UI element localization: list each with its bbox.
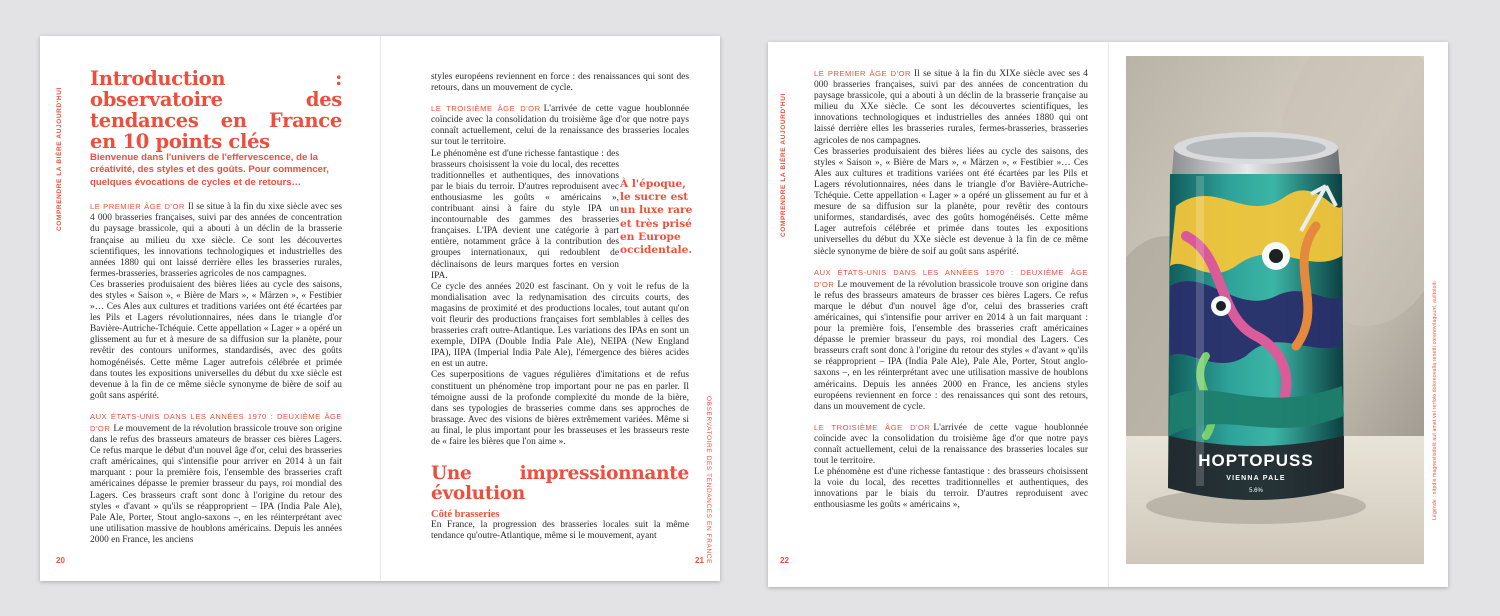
can-brand: HOPTOPUSS: [1198, 451, 1314, 470]
paragraph-cycle-2020: Ce cycle des années 2020 est fascinant. On y voit le refus de la mondialisation avec la redynamisation des circuits courts, des magasins de proximité et des productions locales, tout autant qu'on voit fleurir des productions françaises fort semblables à celles des brasseries craft outre-Atlantique. Les variations des IPAs en sont un exemple, DIPA (Double India Pale Ale), NEIPA (New England IPA), IIPA (Imperial India Pale Ale), l'émergence des bières acides en est un autre.: [431, 281, 689, 370]
page-20-column: [90, 68, 342, 546]
can-abv: 5.6%: [1249, 488, 1263, 494]
paragraph-saisons: Ces brasseries produisaient des bières liées au cycle des saisons, des styles « Saison », « Bière de Mars », « Märzen », « Festibier »… Ces Ales aux cultures et traditions variées ont été écartées par les Pils et Lagers révolutionnaires, nées dans le triangle d'or Bavière-Autriche-Tchéquie. Cette appellation « Lager » a opéré un glissement au fur et à mesure de sa diffusion sur la planète, pour revêtir des contours uniformes, standardisés, avec des goûts homogénéisés. Cette même Lager autrefois célébrée et primée dans toutes les expositions universelles du début du xxe siècle est devenue à la fin de ce même siècle synonyme de bière de soif au goût sans aspérité.: [90, 279, 342, 401]
spread-gutter: [380, 36, 381, 581]
paragraph-richesse-22: Le phénomène est d'une richesse fantastique : des brasseurs choisissent la voie du local, des recettes traditionnelles et authentiques, des innovations par le biais du terroir. D'autres reproduisent avec enthousiasme les goûts « américains »,: [814, 467, 1088, 511]
page-21-column: [431, 72, 689, 542]
can-style: VIENNA PALE: [1226, 475, 1286, 482]
paragraph-saisons-22: Ces brasseries produisaient des bières liées au cycle des saisons, des styles « Saison », « Bière de Mars », « Märzen », « Festibier »… Ces Ales aux cultures et traditions variées ont été écartées par les Pils et Lagers révolutionnaires, nées dans le triangle d'or Bavière-Autriche-Tchéquie. Cette appellation « Lager » a opéré un glissement au fur et à mesure de sa diffusion sur la planète, pour revêtir des contours uniformes, standardisés, avec des goûts homogénéisés. Cette même Lager autrefois célébrée et primée dans toutes les expositions universelles du début du XXe siècle est devenue à la fin de ce même siècle synonyme de bière de soif au goût sans aspérité.: [814, 146, 1088, 257]
chapter-intro: Bienvenue dans l'univers de l'effervescence, de la créativité, des styles et des goûts. Pour commencer, quelques évocations de cycles et de retours…: [90, 152, 329, 188]
paragraph-premier-age-22: LE PREMIER ÂGE D'OR Il se situe à la fin du XIXe siècle avec ses 4 000 brasseries françaises, suivi par des années de concentration du paysage brassicole, qui a abouti à un déclin de la brasserie française au milieu du XXe siècle. Ce sont les découvertes scientifiques, les innovations technologiques et industrielles des années 1880 qui ont laissé derrière elles les brasseries rurales, fermes-brasseries, brasseries agricoles de nos campagnes.: [814, 69, 1088, 146]
paragraph-continuation: styles européens reviennent en force : des renaissances qui sont des retours, dans un mouvement de cycle.: [431, 72, 689, 94]
lead-in-troisieme-age-22: LE TROISIÈME ÂGE D'OR: [814, 422, 931, 432]
lead-in-etats-unis-22: AUX ÉTATS-UNIS DANS LES ANNÉES 1970 : DEUXIÈME ÂGE D'OR: [814, 267, 1088, 289]
lead-in-etats-unis: AUX ÉTATS-UNIS DANS LES ANNÉES 1970 : DEUXIÈME ÂGE D'OR: [90, 411, 342, 433]
lead-in-premier-age-22: LE PREMIER ÂGE D'OR: [814, 69, 912, 78]
beer-can-photo: [1126, 56, 1424, 564]
paragraph-premier-age: LE PREMIER ÂGE D'OR Il se situe à la fin du xixe siècle avec ses 4 000 brasseries françaises, suivi par des années de concentration du paysage brassicole, qui a abouti à un déclin de la brasserie française au milieu du xxe siècle. Ce sont les découvertes scientifiques, les innovations technologiques et industrielles des années 1880 qui ont laissé derrière elles les brasseries rurales, fermes-brasseries, brasseries agricoles de nos campagnes.: [90, 202, 343, 279]
section-title-evolution: Une impressionnante évolution: [431, 463, 689, 505]
page-number-22: 22: [780, 556, 789, 565]
subsection-title-brasseries: Côté brasseries: [431, 509, 500, 521]
paragraph-troisieme-age: LE TROISIÈME ÂGE D'OR L'arrivée de cette vague houblonnée coïncide avec la consolidation du troisième âge d'or que notre pays connaît actuellement, celui de la renaissance des brasseries locales sur tout le territoire.: [431, 104, 689, 148]
paragraph-superpositions: Ces superpositions de vagues régulières d'imitations et de refus constituent un phénomène trop important pour ne pas en parler. Il témoigne aussi de la profonde complexité du monde de la bière, dans ses typologies de brasseries comme dans ses approches de brassage. Avec des visions de bières extrêmement variées. Même si au final, le plus important pour les brasseuses et les brasseurs reste de « faire les bières que l'on aime ».: [431, 370, 689, 447]
spread-pages-20-21: [40, 36, 720, 581]
pull-quote: À l'époque, le sucre est un luxe rare et très prisé en Europe occidentale.: [620, 178, 693, 257]
page-22-column: [814, 68, 1088, 512]
page-number-20: 20: [56, 556, 65, 565]
beer-can-illustration: [1126, 56, 1424, 564]
running-head-22: COMPRENDRE LA BIÈRE AUJOURD'HUI: [780, 93, 787, 237]
running-foot-right: OBSERVATOIRE DES TENDANCES EN FRANCE: [705, 396, 712, 565]
paragraph-progression: En France, la progression des brasseries locales suit la même tendance qu'outre-Atlantique, même si le mouvement, ayant: [431, 520, 689, 542]
paragraph-troisieme-age-22: LE TROISIÈME ÂGE D'OR L'arrivée de cette vague houblonnée coïncide avec la consolidation du troisième âge d'or que notre pays connaît actuellement, celui de la renaissance des brasseries locales sur tout le territoire.: [814, 422, 1088, 467]
chapter-title: Introduction : observatoire des tendances en France en 10 points clés: [90, 67, 342, 153]
paragraph-etats-unis-22: AUX ÉTATS-UNIS DANS LES ANNÉES 1970 : DEUXIÈME ÂGE D'OR Le mouvement de la révolution brassicole trouve son origine dans le refus des brasseurs amateurs de brasser ces bières Lagers. Ce refus marque le début d'un nouvel âge d'or, celui des brasseries craft américaines, qui s'intensifie pour arriver en 2014 à un fait marquant : pour la première fois, l'ensemble des brasseries craft américaines dépasse le premier brasseur du pays, roi mondial des Lagers. Ces brasseurs craft sont donc à l'origine du retour des styles « d'avant » qu'ils se réapproprient – IPA (India Pale Ale), Pale Ale, Porter, Stout anglo-saxons –, en les réinterprétant avec une utilisation massive de houblons américains. Depuis les années 2000 en France, les anciens styles européens reviennent en force : des renaissances qui sont des retours, dans un mouvement de cycle.: [814, 267, 1088, 412]
paragraph-richesse: Le phénomène est d'une richesse fantastique : des brasseurs choisissent la voie du local, des recettes traditionnelles et authentiques, des innovations par le biais du terroir. D'autres reproduisent avec enthousiasme les goûts « américains », contribuant ainsi à faire du style IPA un incontournable des gammes des brasseries françaises. L'IPA devient une catégorie à part entière, notamment grâce à la contribution des groupes internationaux, qui redoublent de déclinaisons de leurs marques fortes en version IPA.: [431, 148, 619, 281]
page-number-21: 21: [695, 556, 704, 565]
lead-in-premier-age: LE PREMIER ÂGE D'OR: [90, 202, 185, 212]
running-head-left: COMPRENDRE LA BIÈRE AUJOURD'HUI: [56, 87, 63, 231]
spread-gutter: [1108, 42, 1109, 587]
lead-in-troisieme-age: LE TROISIÈME ÂGE D'OR: [431, 104, 541, 114]
paragraph-etats-unis: AUX ÉTATS-UNIS DANS LES ANNÉES 1970 : DEUXIÈME ÂGE D'OR Le mouvement de la révolution brassicole trouve son origine dans le refus des brasseurs amateurs de brasser ces bières Lagers. Ce refus marque le début d'un nouvel âge d'or, celui des brasseries craft américaines, qui s'intensifie pour arriver en 2014 à un fait marquant : pour la première fois, l'ensemble des brasseries craft américaines dépasse le premier brasseur du pays, roi mondial des Lagers. Ces brasseurs craft sont donc à l'origine du retour des styles « d'avant » qu'ils se réapproprient – IPA (India Pale Ale), Pale Ale, Porter, Stout anglo-saxons –, en les réinterprétant avec une utilisation massive de houblons américains. Depuis les années 2000 en France, les anciens: [90, 411, 342, 545]
spread-page-22: [768, 42, 1448, 587]
photo-caption: Légende : nitpdis magnestisdolit aut amet vel rerfolo doloreovalla renetti corenovilaquunt, auiltoloiti: [1432, 281, 1438, 520]
